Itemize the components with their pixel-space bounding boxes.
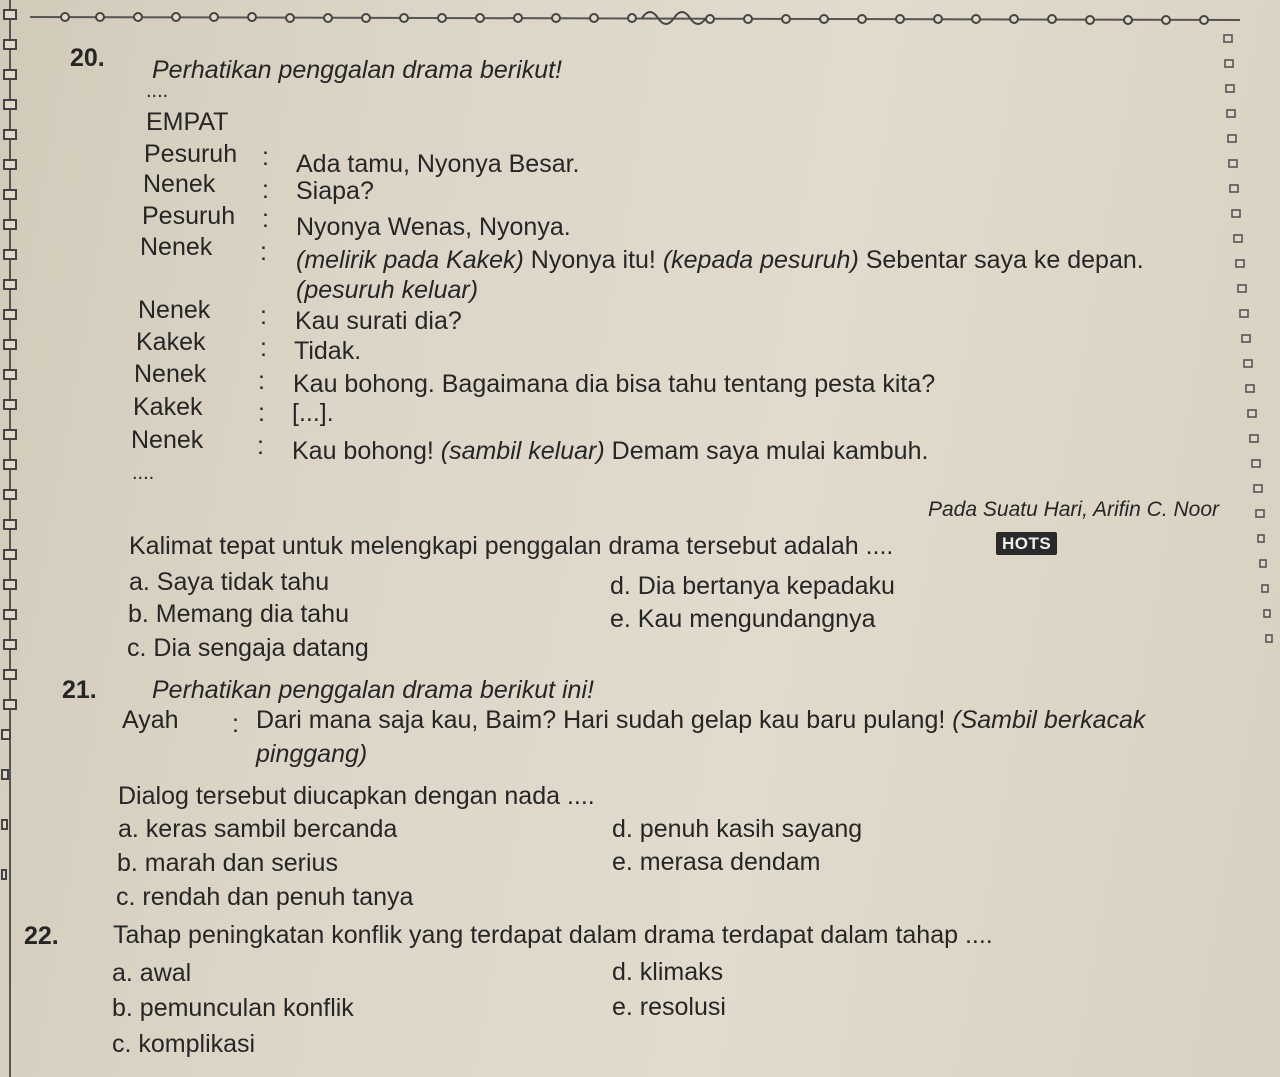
stage-direction: (Sambil berkacak — [952, 706, 1146, 734]
stage-direction: (melirik pada Kakek) — [296, 246, 524, 274]
dialog-text: Sebentar saya ke depan. — [858, 246, 1144, 274]
stage-direction: (pesuruh keluar) — [296, 276, 479, 304]
dialog-line: Nyonya Wenas, Nyonya. — [296, 213, 571, 241]
decorative-chain-border-top — [30, 6, 1240, 28]
scene-title: EMPAT — [146, 108, 229, 136]
dialog-colon: : — [258, 367, 265, 395]
dialog-line: Ada tamu, Nyonya Besar. — [296, 150, 580, 178]
answer-option-e[interactable]: e. Kau mengundangnya — [610, 605, 876, 633]
dialog-line: Kau surati dia? — [295, 307, 462, 335]
dialog-speaker: Kakek — [136, 328, 206, 356]
question-21-number: 21. — [62, 676, 97, 704]
answer-option-d[interactable]: d. klimaks — [612, 958, 724, 986]
dialog-colon: : — [260, 238, 267, 266]
dialog-colon: : — [260, 334, 267, 362]
dialog-text: Dari mana saja kau, Baim? Hari sudah gelap kau baru pulang! — [256, 706, 953, 734]
dialog-colon: : — [262, 176, 269, 204]
answer-option-c[interactable]: c. Dia sengaja datang — [127, 634, 369, 662]
answer-option-a[interactable]: a. awal — [112, 959, 192, 987]
dialog-line-stage-directions — [256, 706, 1145, 735]
question-22-number: 22. — [24, 922, 59, 950]
dialog-colon: : — [257, 432, 264, 460]
stage-direction: (sambil keluar) — [440, 437, 605, 465]
dialog-colon: : — [262, 205, 269, 233]
question-20-prompt: Perhatikan penggalan drama berikut! — [152, 56, 562, 84]
answer-option-b[interactable]: b. pemunculan konflik — [112, 994, 354, 1022]
question-22-text: Tahap peningkatan konflik yang terdapat dalam drama terdapat dalam tahap .... — [113, 921, 993, 949]
answer-option-a[interactable]: a. Saya tidak tahu — [129, 568, 330, 596]
ellipsis-bottom: .... — [132, 462, 155, 484]
question-21-text: Dialog tersebut diucapkan dengan nada .... — [118, 782, 595, 810]
decorative-chain-border-left — [0, 0, 24, 1077]
dialog-speaker: Kakek — [133, 393, 203, 421]
answer-option-d[interactable]: d. penuh kasih sayang — [612, 815, 863, 843]
dialog-line-stage-directions — [292, 437, 928, 466]
answer-option-c[interactable]: c. rendah dan penuh tanya — [116, 883, 414, 911]
source-citation: Pada Suatu Hari, Arifin C. Noor — [928, 498, 1220, 521]
dialog-speaker: Nenek — [131, 426, 204, 454]
question-20-number: 20. — [70, 44, 105, 72]
decorative-chain-border-right — [1220, 30, 1280, 750]
answer-option-c[interactable]: c. komplikasi — [112, 1030, 256, 1058]
stage-direction: (kepada pesuruh) — [662, 246, 859, 274]
dialog-colon: : — [258, 399, 265, 427]
dialog-speaker: Nenek — [140, 233, 213, 261]
answer-option-b[interactable]: b. Memang dia tahu — [128, 600, 349, 628]
question-21-prompt: Perhatikan penggalan drama berikut ini! — [152, 676, 594, 704]
dialog-text: Demam saya mulai kambuh. — [604, 437, 929, 465]
dialog-line: Kau bohong. Bagaimana dia bisa tahu tentang pesta kita? — [293, 370, 936, 398]
dialog-line: Siapa? — [296, 177, 374, 205]
stage-direction: pinggang) — [256, 740, 368, 768]
dialog-colon: : — [260, 302, 267, 330]
dialog-line: Tidak. — [294, 337, 362, 365]
dialog-colon: : — [232, 710, 239, 738]
dialog-speaker: Nenek — [143, 170, 216, 198]
answer-option-d[interactable]: d. Dia bertanya kepadaku — [610, 572, 895, 600]
dialog-colon: : — [262, 143, 269, 171]
answer-option-a[interactable]: a. keras sambil bercanda — [118, 815, 398, 843]
ellipsis-top: .... — [146, 80, 169, 102]
answer-option-e[interactable]: e. merasa dendam — [612, 848, 821, 876]
dialog-speaker: Pesuruh — [142, 202, 236, 230]
question-20-text: Kalimat tepat untuk melengkapi penggalan drama tersebut adalah .... — [129, 532, 894, 560]
dialog-speaker: Ayah — [122, 706, 179, 734]
dialog-speaker: Pesuruh — [144, 140, 238, 168]
dialog-text: Nyonya itu! — [523, 246, 663, 274]
dialog-line: [...]. — [292, 399, 334, 427]
hots-badge: HOTS — [996, 532, 1057, 555]
dialog-line-stage-directions — [296, 246, 1144, 275]
dialog-speaker: Nenek — [138, 296, 211, 324]
answer-option-b[interactable]: b. marah dan serius — [117, 849, 338, 877]
dialog-text: Kau bohong! — [292, 437, 441, 465]
dialog-speaker: Nenek — [134, 360, 207, 388]
answer-option-e[interactable]: e. resolusi — [612, 993, 726, 1021]
